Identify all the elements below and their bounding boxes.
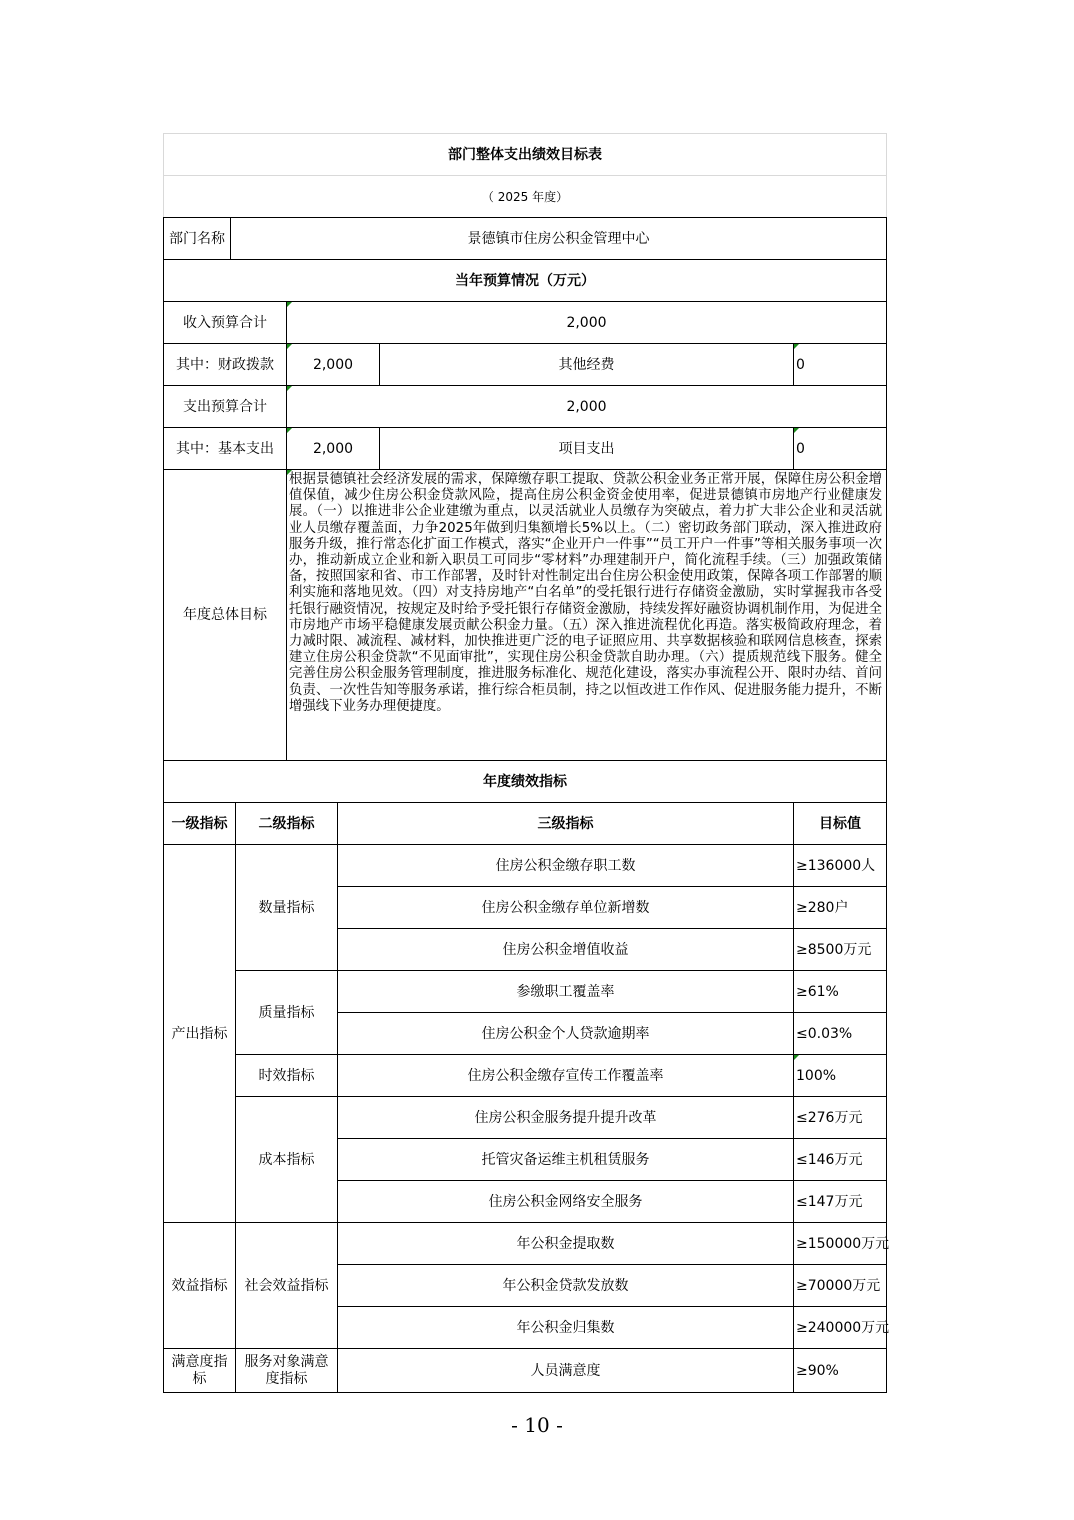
indicator-name: 住房公积金网络安全服务 [337, 1180, 794, 1223]
expense-split-value: 2,000 [286, 427, 380, 470]
goal-text: 根据景德镇社会经济发展的需求，保障缴存职工提取、贷款公积金业务正常开展，保障住房公积金增值保值，减少住房公积金贷款风险，提高住房公积金资金使用率，促进景德镇市房地产行业健康发展。（一）以推进非公企业建缴为重点，以灵活就业人员缴存为突破点，着力扩大非公企业和灵活就业人员缴存覆盖面，力争2025年做到归集额增长5%以上。（二）密切政务部门联动，深入推进政府服务升级，推行常态化扩面工作模式，落实“企业开户一件事”“员工开户一件事”等相关服务事项一次办，推动新成立企业和新入职员工可同步“零材料”办理建制开户，简化流程手续。（三）加强政策储备，按照国家和省、市工作部署，及时针对性制定出台住房公积金使用政策，保障各项工作部署的顺利实施和落地见效。（四）对支持房地产“白名单”的受托银行进行存储资金激励，实时掌握我市各受托银行融资情况，按规定及时给予受托银行存储资金激励，持续发挥好融资协调机制作用，为促进全市房地产市场平稳健康发展贡献公积金力量。（五）深入推进流程优化再造。落实极简政府理念，着力减时限、减流程、减材料，加快推进更广泛的电子证照应用、共享数据核验和联网信息核查，探索建立住房公积金贷款“不见面审批”，实现住房公积金贷款自助办理。（六）提质规范线下服务。健全完善住房公积金服务管理制度，推进服务标准化、规范化建设，落实办事流程公开、限时办结、首问负责、一次性告知等服务承诺，推行综合柜员制，持之以恒改进工作作风、促进服务能力提升，不断增强线下业务办理便捷度。 [286, 469, 887, 761]
indicator-name: 住房公积金缴存单位新增数 [337, 886, 794, 929]
indicator-target: ≥61% [793, 970, 887, 1013]
other-funds-value: 0 [793, 343, 887, 386]
goal-label: 年度总体目标 [163, 469, 287, 761]
indicator-name: 年公积金归集数 [337, 1306, 794, 1349]
indicator-name: 人员满意度 [337, 1348, 794, 1393]
indicator-name: 住房公积金个人贷款逾期率 [337, 1012, 794, 1055]
indicator-target: ≤146万元 [793, 1138, 887, 1181]
expense-value: 2,000 [286, 385, 887, 428]
indicator-name: 参缴职工覆盖率 [337, 970, 794, 1013]
expense-label: 支出预算合计 [163, 385, 287, 428]
indicator-target: ≤147万元 [793, 1180, 887, 1223]
expense-split-label: 其中：基本支出 [163, 427, 287, 470]
indicator-target: ≥8500万元 [793, 928, 887, 971]
indicator-target: ≤0.03% [793, 1012, 887, 1055]
level2-social-benefit: 社会效益指标 [235, 1222, 338, 1349]
indicator-target: ≥70000万元 [793, 1264, 887, 1307]
project-expense-value: 0 [793, 427, 887, 470]
level2-timeliness: 时效指标 [235, 1054, 338, 1097]
page-number: - 10 - [511, 1413, 563, 1437]
indicator-name: 住房公积金增值收益 [337, 928, 794, 971]
dept-value: 景德镇市住房公积金管理中心 [230, 217, 887, 260]
indicator-name: 住房公积金缴存职工数 [337, 844, 794, 887]
other-funds-label: 其他经费 [379, 343, 794, 386]
year-label: （ 2025 年度） [163, 175, 887, 218]
indicator-target: ≥90% [793, 1348, 887, 1393]
indicator-target: 100% [793, 1054, 887, 1097]
indicator-name: 托管灾备运维主机租赁服务 [337, 1138, 794, 1181]
indicator-name: 年公积金贷款发放数 [337, 1264, 794, 1307]
level2-cost: 成本指标 [235, 1096, 338, 1223]
indicator-name: 住房公积金缴存宣传工作覆盖率 [337, 1054, 794, 1097]
level1-satisfaction: 满意度指标 [163, 1348, 236, 1393]
indicator-target: ≥280户 [793, 886, 887, 929]
col-level3: 三级指标 [337, 802, 794, 845]
col-level1: 一级指标 [163, 802, 236, 845]
indicator-name: 住房公积金服务提升提升改革 [337, 1096, 794, 1139]
indicator-name: 年公积金提取数 [337, 1222, 794, 1265]
income-value: 2,000 [286, 301, 887, 344]
project-expense-label: 项目支出 [379, 427, 794, 470]
level1-output: 产出指标 [163, 844, 236, 1223]
col-target: 目标值 [793, 802, 887, 845]
level1-benefit: 效益指标 [163, 1222, 236, 1349]
table-title: 部门整体支出绩效目标表 [163, 133, 887, 176]
indicator-target: ≥150000万元 [793, 1222, 887, 1265]
indicator-target: ≥136000人 [793, 844, 887, 887]
budget-header: 当年预算情况（万元） [163, 259, 887, 302]
income-label: 收入预算合计 [163, 301, 287, 344]
performance-target-table [163, 133, 890, 1393]
col-level2: 二级指标 [235, 802, 338, 845]
income-split-value: 2,000 [286, 343, 380, 386]
dept-label: 部门名称 [163, 217, 231, 260]
indicator-target: ≥240000万元 [793, 1306, 887, 1349]
income-split-label: 其中：财政拨款 [163, 343, 287, 386]
level2-quantity: 数量指标 [235, 844, 338, 971]
indicator-target: ≤276万元 [793, 1096, 887, 1139]
level2-quality: 质量指标 [235, 970, 338, 1055]
level2-service-satisfaction: 服务对象满意度指标 [235, 1348, 338, 1393]
perf-header: 年度绩效指标 [163, 760, 887, 803]
